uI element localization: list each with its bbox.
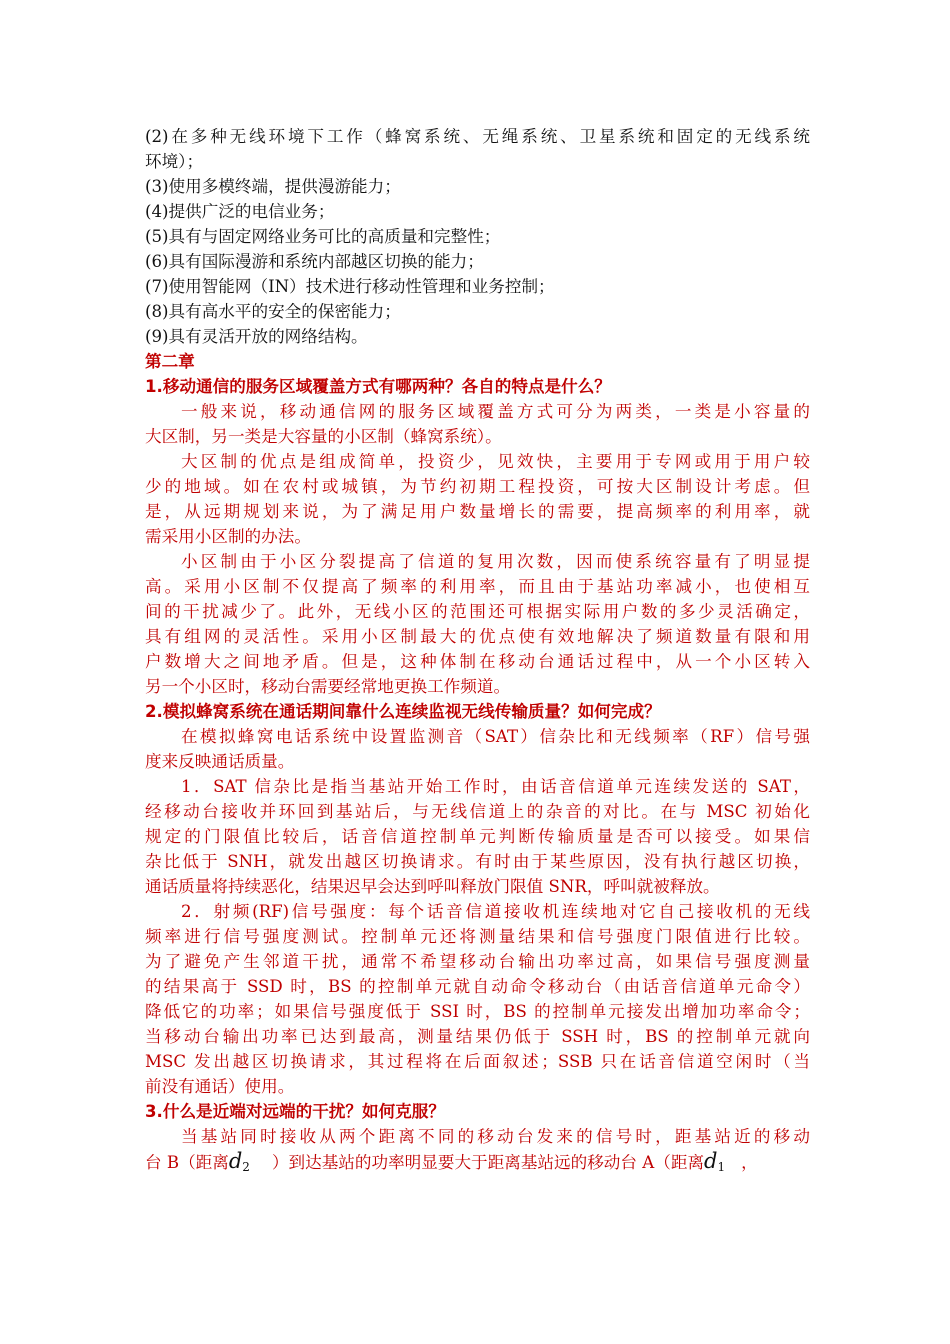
answer-line: 降低它的功率；如果信号强度低于 SSI 时，BS 的控制单元接发出增加功率命令； <box>145 1002 810 1021</box>
question-title-2: 2.模拟蜂窝系统在通话期间靠什么连续监视无线传输质量？如何完成？ <box>145 702 661 721</box>
chapter-title: 第二章 <box>145 352 195 371</box>
answer-line: MSC 发出越区切换请求，其过程将在后面叙述；SSB 只在话音信道空闲时（当 <box>145 1052 810 1071</box>
list-item: (8)具有高水平的安全的保密能力； <box>145 302 401 321</box>
answer-text: 台 B（距离 <box>145 1153 229 1172</box>
list-item: (3)使用多模终端，提供漫游能力； <box>145 177 401 196</box>
list-item: 环境）； <box>145 152 204 171</box>
answer-line: 需采用小区制的办法。 <box>145 527 311 546</box>
answer-line-with-formula <box>145 1149 810 1176</box>
list-item: (6)具有国际漫游和系统内部越区切换的能力； <box>145 252 484 271</box>
document-page <box>145 124 810 1176</box>
answer-line: 当基站同时接收从两个距离不同的移动台发来的信号时，距基站近的移动 <box>181 1127 810 1146</box>
list-item: (5)具有与固定网络业务可比的高质量和完整性； <box>145 227 501 246</box>
answer-line: 杂比低于 SNH，就发出越区切换请求。有时由于某些原因，没有执行越区切换， <box>145 852 810 871</box>
list-item: (4)提供广泛的电信业务； <box>145 202 335 221</box>
answer-line: 为了避免产生邻道干扰，通常不希望移动台输出功率过高，如果信号强度测量 <box>145 952 810 971</box>
formula-variable-d2: $d_2$ <box>228 1149 250 1174</box>
answer-line: 高。采用小区制不仅提高了频率的利用率，而且由于基站功率减小，也使相互 <box>145 577 810 596</box>
answer-text: ）到达基站的功率明显要大于距离基站远的移动台 A（距离 <box>271 1153 705 1172</box>
answer-line: 大区制的优点是组成简单，投资少，见效快，主要用于专网或用于用户较 <box>181 452 810 471</box>
list-item: (7)使用智能网（IN）技术进行移动性管理和业务控制； <box>145 277 555 296</box>
list-item: (9)具有灵活开放的网络结构。 <box>145 327 368 346</box>
answer-line: 间的干扰减少了。此外，无线小区的范围还可根据实际用户数的多少灵活确定， <box>145 602 810 621</box>
answer-line: 规定的门限值比较后，话音信道控制单元判断传输质量是否可以接受。如果信 <box>145 827 810 846</box>
answer-line: 具有组网的灵活性。采用小区制最大的优点使有效地解决了频道数量有限和用 <box>145 627 810 646</box>
answer-line: 度来反映通话质量。 <box>145 752 295 771</box>
answer-line: 另一个小区时，移动台需要经常地更换工作频道。 <box>145 677 511 696</box>
question-title-1: 1.移动通信的服务区域覆盖方式有哪两种？各自的特点是什么？ <box>145 377 611 396</box>
answer-line: 一般来说，移动通信网的服务区域覆盖方式可分为两类，一类是小容量的 <box>181 402 810 421</box>
list-item: (2)在多种无线环境下工作（蜂窝系统、无绳系统、卫星系统和固定的无线系统 <box>145 127 810 146</box>
question-title-3: 3.什么是近端对远端的干扰？如何克服？ <box>145 1102 445 1121</box>
answer-line: 通话质量将持续恶化，结果迟早会达到呼叫释放门限值 SNR，呼叫就被释放。 <box>145 877 720 896</box>
answer-line: 当移动台输出功率已达到最高，测量结果仍低于 SSH 时，BS 的控制单元就向 <box>145 1027 810 1046</box>
answer-line: 小区制由于小区分裂提高了信道的复用次数，因而使系统容量有了明显提 <box>181 552 810 571</box>
answer-line: 少的地域。如在农村或城镇，为节约初期工程投资，可按大区制设计考虑。但 <box>145 477 810 496</box>
answer-text: ， <box>741 1153 758 1172</box>
answer-line: 经移动台接收并环回到基站后，与无线信道上的杂音的对比。在与 MSC 初始化 <box>145 802 810 821</box>
answer-line: 大区制，另一类是大容量的小区制（蜂窝系统）。 <box>145 427 502 446</box>
answer-line: 1．SAT 信杂比是指当基站开始工作时，由话音信道单元连续发送的 SAT， <box>181 777 810 796</box>
formula-variable-d1: $d_1$ <box>704 1149 726 1174</box>
answer-line: 户数增大之间地矛盾。但是，这种体制在移动台通话过程中，从一个小区转入 <box>145 652 810 671</box>
answer-line: 在模拟蜂窝电话系统中设置监测音（SAT）信杂比和无线频率（RF）信号强 <box>181 727 810 746</box>
answer-line: 的结果高于 SSD 时，BS 的控制单元就自动命令移动台（由话音信道单元命令） <box>145 977 810 996</box>
answer-line: 2．射频(RF)信号强度：每个话音信道接收机连续地对它自己接收机的无线 <box>181 902 810 921</box>
answer-line: 前没有通话）使用。 <box>145 1077 295 1096</box>
answer-line: 频率进行信号强度测试。控制单元还将测量结果和信号强度门限值进行比较。 <box>145 927 810 946</box>
answer-line: 是，从远期规划来说，为了满足用户数量增长的需要，提高频率的利用率，就 <box>145 502 810 521</box>
